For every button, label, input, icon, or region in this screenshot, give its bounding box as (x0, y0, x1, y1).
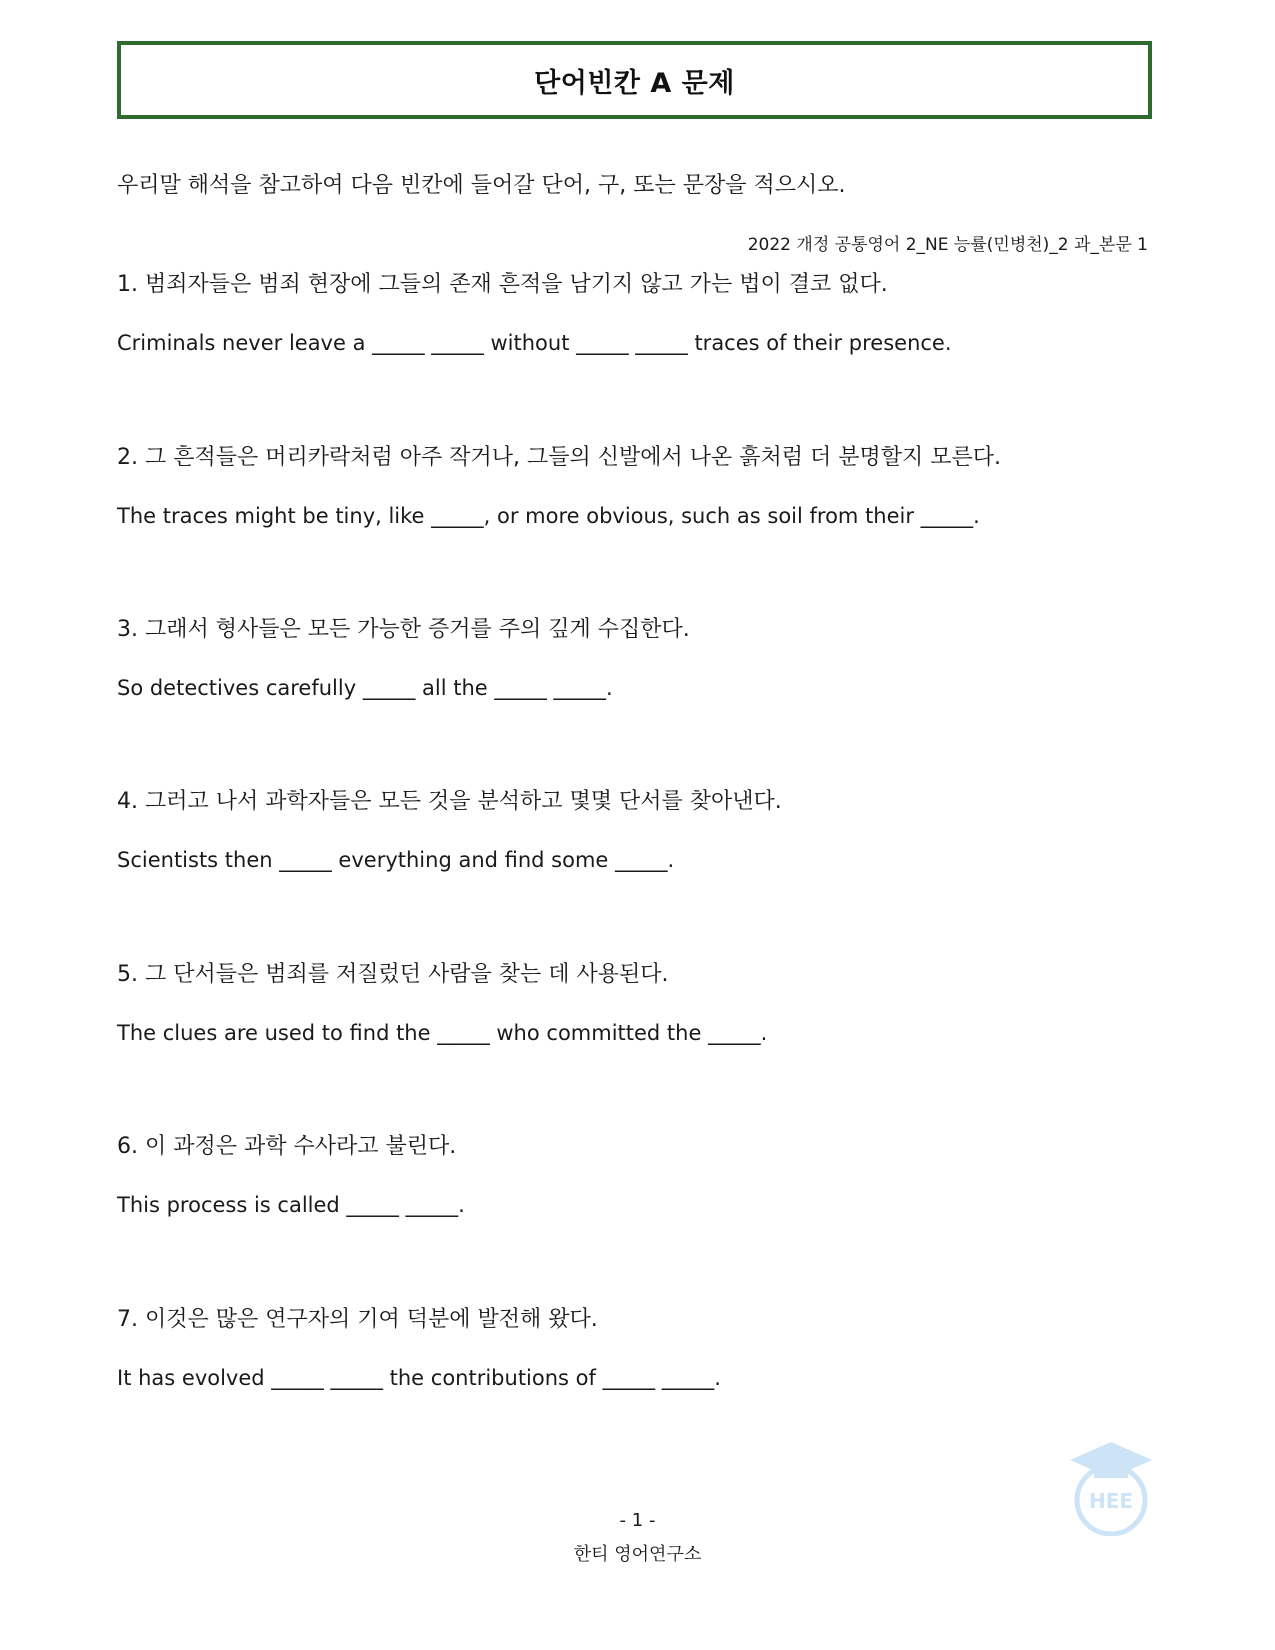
question-3 (117, 615, 1157, 703)
question-2 (117, 443, 1157, 531)
question-6 (117, 1132, 1157, 1220)
question-korean: 6. 이 과정은 과학 수사라고 불린다. (117, 1134, 457, 1159)
question-1 (117, 270, 1157, 358)
question-4 (117, 787, 1157, 875)
question-english: The traces might be tiny, like _____, or more obvious, such as soil from their _____. (117, 504, 980, 528)
question-korean: 2. 그 흔적들은 머리카락처럼 아주 작거나, 그들의 신발에서 나온 흙처럼 더 분명할지 모른다. (117, 445, 1001, 470)
question-korean: 1. 범죄자들은 범죄 현장에 그들의 존재 흔적을 남기지 않고 가는 법이 결코 없다. (117, 272, 888, 297)
question-english: Criminals never leave a _____ _____ without _____ _____ traces of their presence. (117, 331, 952, 355)
question-english: This process is called _____ _____. (117, 1193, 465, 1217)
page-title: 단어빈칸 A 문제 (534, 67, 735, 99)
question-english: So detectives carefully _____ all the _____ _____. (117, 676, 613, 700)
question-korean: 4. 그러고 나서 과학자들은 모든 것을 분석하고 몇몇 단서를 찾아낸다. (117, 789, 782, 814)
instruction-text: 우리말 해석을 참고하여 다음 빈칸에 들어갈 단어, 구, 또는 문장을 적으시오. (117, 173, 846, 198)
title-box (117, 41, 1152, 119)
question-korean: 5. 그 단서들은 범죄를 저질렀던 사람을 찾는 데 사용된다. (117, 962, 669, 987)
question-english: Scientists then _____ everything and find some _____. (117, 848, 675, 872)
logo-text: HEE (1088, 1489, 1134, 1513)
question-5 (117, 960, 1157, 1048)
question-korean: 7. 이것은 많은 연구자의 기여 덕분에 발전해 왔다. (117, 1307, 598, 1332)
page-number: - 1 - (619, 1510, 656, 1531)
footer-organization: 한티 영어연구소 (573, 1544, 702, 1565)
source-label: 2022 개정 공통영어 2_NE 능률(민병천)_2 과_본문 1 (747, 235, 1148, 255)
question-korean: 3. 그래서 형사들은 모든 가능한 증거를 주의 깊게 수집한다. (117, 617, 690, 642)
question-english: The clues are used to find the _____ who committed the _____. (117, 1021, 768, 1045)
question-english: It has evolved _____ _____ the contributions of _____ _____. (117, 1366, 721, 1390)
question-7 (117, 1305, 1157, 1393)
